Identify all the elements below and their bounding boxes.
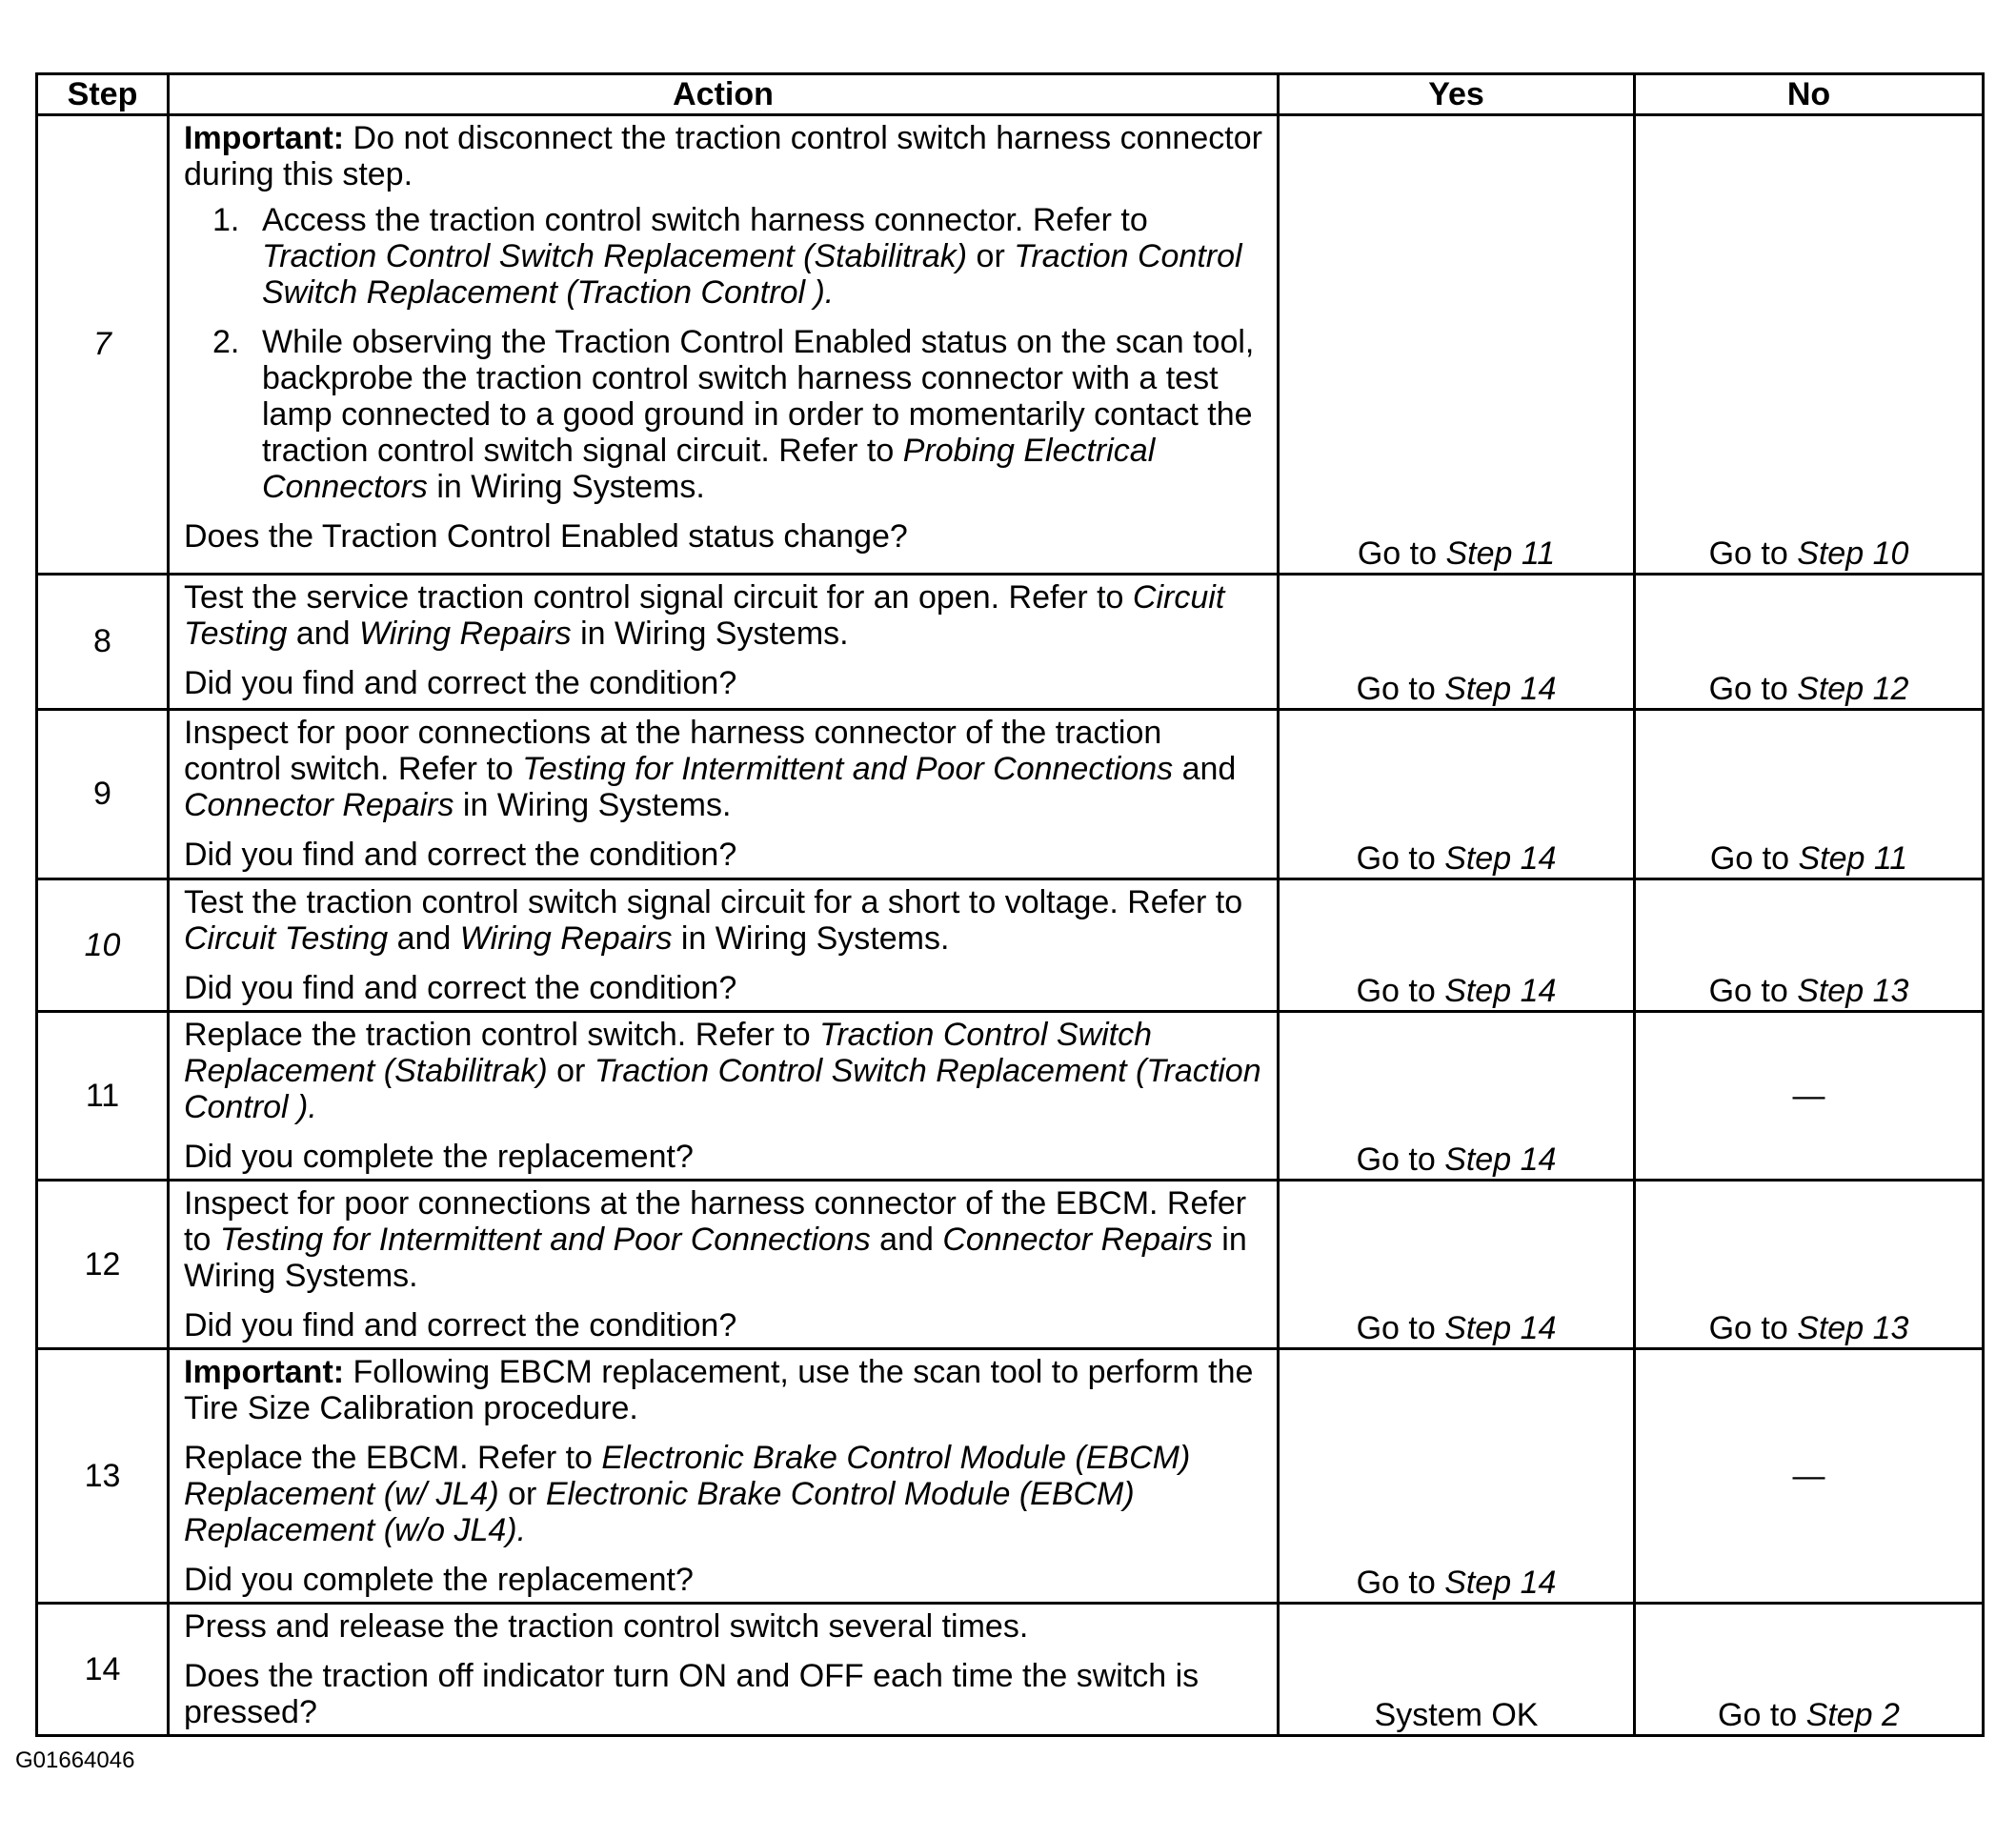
- question-text: Does the Traction Control Enabled status change?: [184, 518, 908, 555]
- question-text: Did you find and correct the condition?: [184, 1307, 737, 1343]
- yes-cell: Go to Step 14: [1279, 575, 1635, 710]
- action-cell: [169, 1012, 1279, 1181]
- action-cell: [169, 115, 1279, 575]
- important-label: Important:: [184, 1354, 345, 1390]
- action-cell: [169, 1349, 1279, 1604]
- action-text: Test the service traction control signal circuit for an open. Refer to Circuit Testing and Wiring Repairs in Wiring Systems.: [184, 579, 1225, 652]
- action-text: Replace the EBCM. Refer to Electronic Brake Control Module (EBCM) Replacement (w/ JL4) or Electronic Brake Control Module (EBCM) Replacement (w/o JL4).: [184, 1440, 1191, 1548]
- question-text: Did you find and correct the condition?: [184, 665, 737, 701]
- table-row-step-10: [37, 879, 1984, 1012]
- action-cell: [169, 575, 1279, 710]
- step-number: 14: [37, 1604, 169, 1736]
- action-text: Inspect for poor connections at the harness connector of the traction control switch. Refer to Testing for Intermittent and Poor Connections and Connector Repairs in Wiring Systems.: [184, 715, 1237, 823]
- action-text: Inspect for poor connections at the harness connector of the EBCM. Refer to Testing for Intermittent and Poor Connections and Connector Repairs in Wiring Systems.: [184, 1185, 1247, 1294]
- header-row: [37, 74, 1984, 115]
- action-text: Test the traction control switch signal circuit for a short to voltage. Refer to Circuit Testing and Wiring Repairs in Wiring Systems.: [184, 884, 1243, 957]
- header-yes: Yes: [1279, 74, 1635, 115]
- step-number: 8: [37, 575, 169, 710]
- step-number: 10: [37, 879, 169, 1012]
- no-cell: Go to Step 11: [1635, 710, 1984, 879]
- table-row-step-7: [37, 115, 1984, 575]
- question-text: Did you complete the replacement?: [184, 1562, 694, 1598]
- table-row-step-11: [37, 1012, 1984, 1181]
- no-cell: Go to Step 10: [1635, 115, 1984, 575]
- yes-cell: System OK: [1279, 1604, 1635, 1736]
- procedure-reference: Probing Electrical Connectors: [262, 433, 1156, 505]
- procedure-reference: Traction Control Switch Replacement (Traction Control ).: [262, 238, 1242, 311]
- step-number: 9: [37, 710, 169, 879]
- yes-cell: Go to Step 14: [1279, 1181, 1635, 1349]
- yes-cell: Go to Step 11: [1279, 115, 1635, 575]
- action-cell: [169, 710, 1279, 879]
- diagnostic-table: [35, 72, 1985, 1737]
- step-number: 12: [37, 1181, 169, 1349]
- action-text: Replace the traction control switch. Refer to Traction Control Switch Replacement (Stabilitrak) or Traction Control Switch Replacement (Traction Control ).: [184, 1017, 1261, 1125]
- yes-cell: Go to Step 14: [1279, 879, 1635, 1012]
- header-no: No: [1635, 74, 1984, 115]
- question-text: Does the traction off indicator turn ON and OFF each time the switch is pressed?: [184, 1658, 1200, 1730]
- question-text: Did you complete the replacement?: [184, 1139, 694, 1175]
- table-row-step-13: [37, 1349, 1984, 1604]
- action-text: Press and release the traction control switch several times.: [184, 1608, 1029, 1645]
- procedure-reference: Traction Control Switch Replacement (Stabilitrak): [262, 238, 968, 274]
- action-cell: [169, 1181, 1279, 1349]
- list-item: 2. While observing the Traction Control Enabled status on the scan tool, backprobe the traction control switch harness connector with a test lamp connected to a good ground in order to momentarily contact the traction control switch signal circuit. Refer to Probing Electrical Connectors in Wiring Systems.: [212, 324, 1255, 505]
- list-item: 1. Access the traction control switch harness connector. Refer to Traction Control Switch Replacement (Stabilitrak) or Traction Control Switch Replacement (Traction Control ).: [212, 202, 1242, 311]
- figure-id: G01664046: [15, 1747, 135, 1773]
- yes-cell: Go to Step 14: [1279, 1349, 1635, 1604]
- action-cell: [169, 879, 1279, 1012]
- step-number: 13: [37, 1349, 169, 1604]
- table-row-step-14: [37, 1604, 1984, 1736]
- question-text: Did you find and correct the condition?: [184, 970, 737, 1006]
- table-row-step-9: [37, 710, 1984, 879]
- no-cell: Go to Step 13: [1635, 879, 1984, 1012]
- action-cell: [169, 1604, 1279, 1736]
- procedure-list: [184, 202, 1263, 505]
- no-cell: Go to Step 2: [1635, 1604, 1984, 1736]
- header-step: Step: [37, 74, 169, 115]
- no-cell: Go to Step 13: [1635, 1181, 1984, 1349]
- important-note: Important: Following EBCM replacement, use the scan tool to perform the Tire Size Calibration procedure.: [184, 1354, 1254, 1426]
- yes-cell: Go to Step 14: [1279, 1012, 1635, 1181]
- no-cell: —: [1635, 1349, 1984, 1604]
- question-text: Did you find and correct the condition?: [184, 837, 737, 873]
- no-cell: Go to Step 12: [1635, 575, 1984, 710]
- important-note: Important: Do not disconnect the traction control switch harness connector during this step.: [184, 120, 1262, 192]
- header-action: Action: [169, 74, 1279, 115]
- step-number: 7: [37, 115, 169, 575]
- step-number: 11: [37, 1012, 169, 1181]
- table-row-step-8: [37, 575, 1984, 710]
- important-label: Important:: [184, 120, 345, 156]
- table-row-step-12: [37, 1181, 1984, 1349]
- no-cell: —: [1635, 1012, 1984, 1181]
- yes-cell: Go to Step 14: [1279, 710, 1635, 879]
